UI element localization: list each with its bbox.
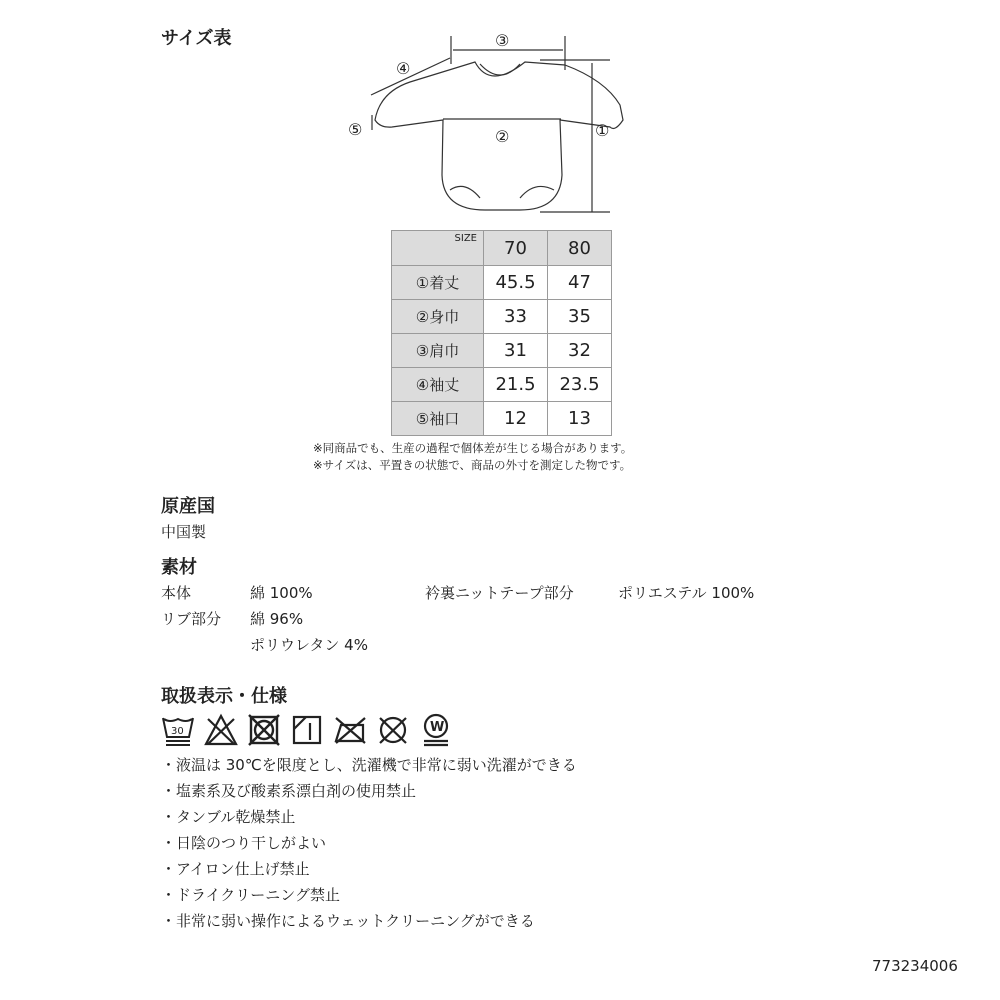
rib-value-1: 綿 96% [250,610,304,628]
care-item: ・日陰のつり干しがよい [161,834,327,852]
diagram-label-3: ③ [495,31,510,50]
table-row [392,334,612,368]
origin-title: 原産国 [161,496,215,517]
table-row [392,368,612,402]
row-label: ②身巾 [392,300,484,334]
size-70-header: 70 [484,231,548,266]
wet-clean-icon [419,713,453,747]
collar-value: ポリエステル 100% [618,584,755,602]
shade-line-dry-icon [290,713,324,747]
collar-label: 衿裏ニットテープ部分 [425,584,574,602]
cell: 35 [548,300,612,334]
cell: 47 [548,266,612,300]
rib-label: リブ部分 [161,610,222,628]
size-80-header: 80 [548,231,612,266]
svg-text:30: 30 [171,726,184,737]
wash-30-icon [161,713,195,747]
care-item: ・アイロン仕上げ禁止 [161,860,310,878]
origin-value: 中国製 [161,523,207,541]
row-label: ①着丈 [392,266,484,300]
size-chart-title: サイズ表 [161,28,232,49]
body-value: 綿 100% [250,584,313,602]
diagram-label-5: ⑤ [348,120,363,139]
care-item: ・液温は 30℃を限度とし、洗濯機で非常に弱い洗濯ができる [161,756,577,774]
row-label: ④袖丈 [392,368,484,402]
no-bleach-icon [204,713,238,747]
cell: 23.5 [548,368,612,402]
care-item: ・非常に弱い操作によるウェットクリーニングができる [161,912,535,930]
size-table [391,230,612,436]
material-title: 素材 [161,557,197,578]
note: ※サイズは、平置きの状態で、商品の外寸を測定した物です。 [313,458,632,472]
care-item: ・タンブル乾燥禁止 [161,808,296,826]
no-iron-icon [333,713,367,747]
cell: 33 [484,300,548,334]
svg-text:W: W [430,720,445,735]
body-label: 本体 [161,584,192,602]
cell: 32 [548,334,612,368]
cell: 21.5 [484,368,548,402]
care-item: ・ドライクリーニング禁止 [161,886,340,904]
table-row [392,266,612,300]
garment-diagram [340,20,640,220]
table-row [392,300,612,334]
size-corner: SIZE [392,231,484,266]
cell: 13 [548,402,612,436]
row-label: ③肩巾 [392,334,484,368]
cell: 12 [484,402,548,436]
diagram-label-4: ④ [396,59,411,78]
rib-value-2: ポリウレタン 4% [250,636,368,654]
cell: 31 [484,334,548,368]
no-tumble-dry-icon [247,713,281,747]
row-label: ⑤袖口 [392,402,484,436]
table-row [392,402,612,436]
diagram-label-2: ② [495,127,510,146]
cell: 45.5 [484,266,548,300]
product-code: 773234006 [872,957,958,975]
diagram-label-1: ① [595,121,610,140]
no-dry-clean-icon [376,713,410,747]
care-item: ・塩素系及び酸素系漂白剤の使用禁止 [161,782,417,800]
note: ※同商品でも、生産の過程で個体差が生じる場合があります。 [313,441,633,455]
care-title: 取扱表示・仕様 [161,686,287,707]
care-icons [161,713,453,747]
